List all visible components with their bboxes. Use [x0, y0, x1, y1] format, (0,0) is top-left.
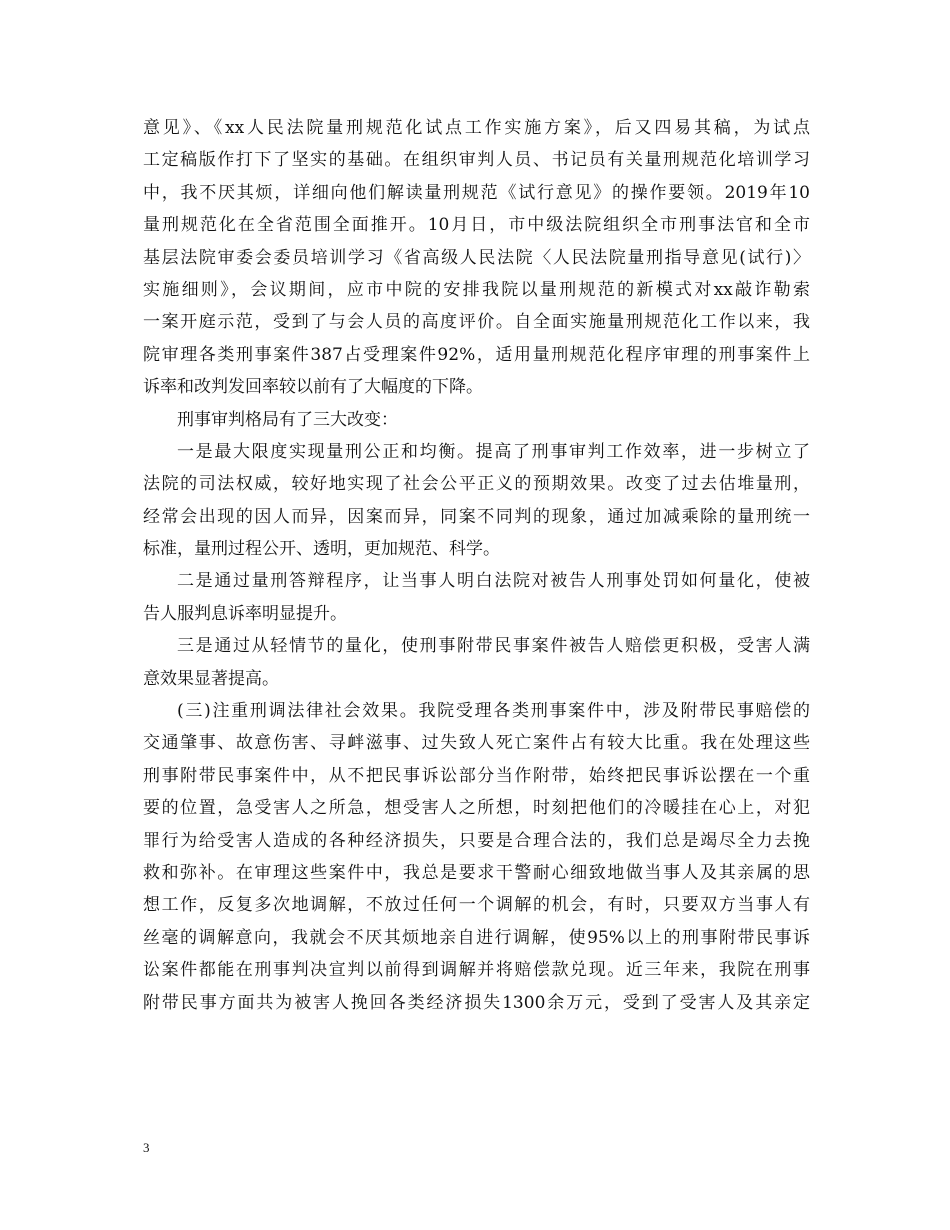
text-line: 法院的司法权威，较好地实现了社会公平正义的预期效果。改变了过去估堆量刑， [143, 474, 810, 495]
text-line: 工定稿版作打下了坚实的基础。在组织审判人员、书记员有关量刑规范化培训学习 [143, 150, 810, 171]
text-line: 经常会出现的因人而异，因案而异，同案不同判的现象，通过加减乘除的量刑统一 [143, 506, 810, 527]
text-line: 二是通过量刑答辩程序，让当事人明白法院对被告人刑事处罚如何量化，使被 [177, 571, 810, 592]
document-body [143, 112, 810, 1019]
text-line: 要的位置，急受害人之所急，想受害人之所想，时刻把他们的冷暖挂在心上，对犯 [143, 798, 810, 819]
text-line: 罪行为给受害人造成的各种经济损失，只要是合理合法的，我们总是竭尽全力去挽 [143, 830, 810, 851]
text-line: 丝毫的调解意向，我就会不厌其烦地亲自进行调解，使95%以上的刑事附带民事诉 [143, 927, 810, 948]
text-line: 量刑规范化在全省范围全面推开。10月日，市中级法院组织全市刑事法官和全市 [143, 215, 810, 236]
text-line: 交通肇事、故意伤害、寻衅滋事、过失致人死亡案件占有较大比重。我在处理这些 [143, 733, 810, 754]
page-number: 3 [143, 1140, 150, 1155]
text-line: 想工作，反复多次地调解，不放过任何一个调解的机会，有时，只要双方当事人有 [143, 895, 810, 916]
text-line: 告人服判息诉率明显提升。 [143, 603, 347, 624]
text-line: 救和弥补。在审理这些案件中，我总是要求干警耐心细致地做当事人及其亲属的思 [143, 862, 810, 883]
text-line: 院审理各类刑事案件387占受理案件92%，适用量刑规范化程序审理的刑事案件上 [143, 344, 810, 365]
text-line: 附带民事方面共为被害人挽回各类经济损失1300余万元，受到了受害人及其亲定 [143, 992, 810, 1013]
text-line: 意效果显著提高。 [143, 668, 279, 689]
text-line: 实施细则》，会议期间，应市中院的安排我院以量刑规范的新模式对xx敲诈勒索 [143, 279, 810, 300]
text-line: 刑事附带民事案件中，从不把民事诉讼部分当作附带，始终把民事诉讼摆在一个重 [143, 765, 810, 786]
text-line: 中，我不厌其烦，详细向他们解读量刑规范《试行意见》的操作要领。2019年10 [143, 182, 810, 203]
text-line: 一是最大限度实现量刑公正和均衡。提高了刑事审判工作效率，进一步树立了 [177, 441, 810, 462]
text-line: 意见》、《xx人民法院量刑规范化试点工作实施方案》，后又四易其稿，为试点 [143, 118, 810, 138]
text-line: 一案开庭示范，受到了与会人员的高度评价。自全面实施量刑规范化工作以来，我 [143, 312, 810, 333]
text-line: 诉率和改判发回率较以前有了大幅度的下降。 [143, 377, 483, 398]
text-line: 讼案件都能在刑事判决宣判以前得到调解并将赔偿款兑现。近三年来，我院在刑事 [143, 960, 810, 981]
text-line: 标准，量刑过程公开、透明，更加规范、科学。 [143, 539, 500, 560]
text-line: (三)注重刑调法律社会效果。我院受理各类刑事案件中，涉及附带民事赔偿的 [177, 701, 810, 722]
text-line: 刑事审判格局有了三大改变： [177, 409, 398, 430]
text-line: 基层法院审委会委员培训学习《省高级人民法院〈人民法院量刑指导意见(试行)〉 [143, 247, 810, 268]
text-line: 三是通过从轻情节的量化，使刑事附带民事案件被告人赔偿更积极，受害人满 [177, 636, 810, 657]
